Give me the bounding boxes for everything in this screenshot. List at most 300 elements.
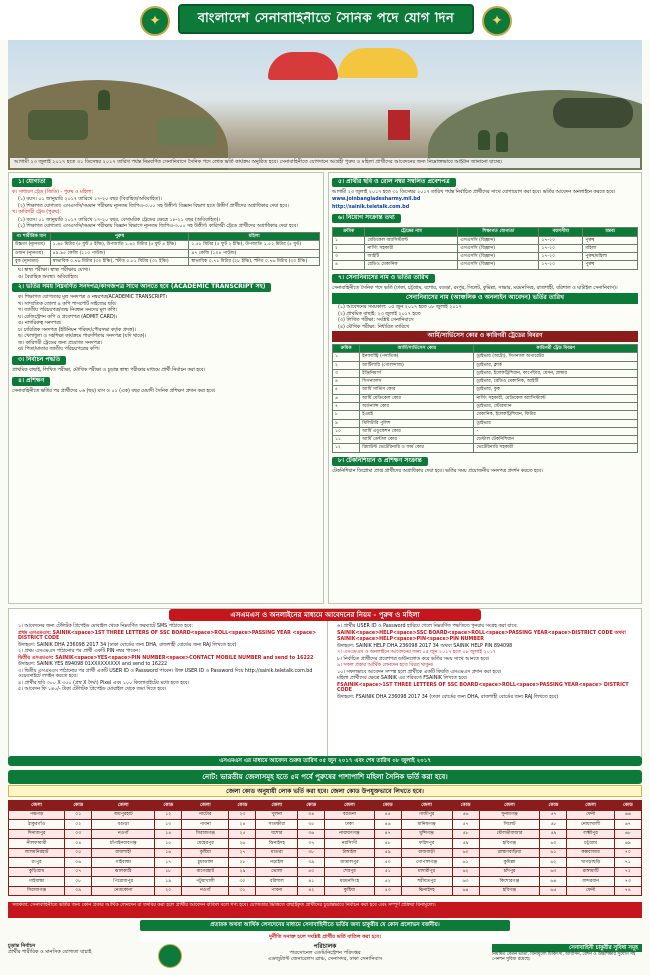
district-name: শরীয়তপুর	[401, 877, 452, 887]
table-cell: আর্মি সার্ভিস কোর	[360, 386, 474, 394]
trade-info-table	[332, 227, 638, 269]
list-item: ৯। সকল প্রকার আর্থিক লেনদেন হতে বিরত থাকুন।	[337, 663, 434, 669]
cantonment-text: সেনাবাহিনীতে সৈনিক পদে ভর্তি (ঢাকা, চট্টগ্রাম, যশোর, বগুড়া, রংপুর, সিলেট, কুমিল্লা, সাভার, ময়মনসিংহ, রাজশাহী, বরিশাল ও ঘাটাইল সেনানিবাস)।	[332, 285, 618, 291]
district-name: শেরপুর	[325, 867, 374, 877]
sms-format: প্রথম এসএমএস: SAINIK<space>1ST THREE LETTERS OF SSC BOARD<space>ROLL<space>PASSING YEAR <space> DISTRICT CODE	[18, 630, 317, 642]
district-code: ৪৬	[374, 820, 401, 830]
district-code: ২৮	[229, 858, 256, 868]
table-cell: মেডিকেল অ্যাসিস্ট্যান্ট	[365, 236, 458, 244]
district-note: জেলা কোড অনুযায়ী লোক ভর্তি করা হবে। জেলা কোড উপযুক্তভাবে লিখতে হবে।	[8, 785, 642, 797]
district-code: ৪৯	[374, 848, 401, 858]
table-cell: মেকানিক, ইলেকট্রিশিয়ান, ফিটার	[474, 411, 638, 419]
table-row	[333, 261, 638, 269]
section-training-heading: ৪। প্রশিক্ষণ	[12, 377, 50, 386]
table-cell: ৩	[333, 253, 365, 261]
table-row	[333, 419, 638, 427]
district-name: সিলেট	[479, 820, 540, 830]
table-cell: ১	[333, 353, 360, 361]
district-code: ৬২	[452, 867, 479, 877]
footer-left-title: চূড়ান্ত নির্বাচন	[8, 943, 36, 949]
table-row	[333, 444, 638, 452]
district-name: বান্দরবান	[567, 877, 614, 887]
district-name: গাইবান্ধা	[9, 877, 65, 887]
footer-center-line: এডজুট্যান্ট জেনারেলস ব্রাঞ্চ, সেনাসদর, ঢাকা সেনানিবাস	[267, 955, 383, 962]
table-cell: আর্টিলারি (গোলন্দাজ)	[360, 361, 474, 369]
district-code: ২৩	[229, 810, 256, 820]
website-link[interactable]: www.joinbangladesharmy.mil.bd	[332, 197, 421, 203]
list-item: (৪) মৌখিক পরীক্ষা: নির্ধারিত তারিখে	[338, 324, 409, 330]
district-code: ৬১	[452, 858, 479, 868]
district-name: পঞ্চগড়	[9, 810, 65, 820]
corps-trade-rows	[333, 353, 638, 452]
district-code: ৫৬	[452, 810, 479, 820]
table-row	[13, 241, 320, 249]
table-cell: উচ্চতা (ন্যূনতম)	[13, 241, 51, 249]
table-header: জেলা	[325, 801, 374, 811]
table-header: জেলা	[182, 801, 229, 811]
list-item: (২) প্রাথমিক বাছাই: ২৩ জুলাই ২০১৭ হতে	[338, 311, 421, 317]
district-name: জয়পুরহাট	[92, 810, 155, 820]
table-row	[9, 810, 642, 820]
table-header: পুরুষ	[50, 232, 189, 240]
district-code: ১৬	[155, 848, 182, 858]
district-code: ৫৭	[452, 820, 479, 830]
district-name: খুলনা	[256, 810, 298, 820]
district-name: পিরোজপুর	[92, 877, 155, 887]
table-header: জেলা	[401, 801, 452, 811]
table-header: কোড	[65, 801, 92, 811]
sms-format: দ্বিতীয় এসএমএস: SAINIK<space>YES<space>PIN NUMBER<space>CONTACT MOBILE NUMBER and send to 16222	[18, 655, 314, 661]
table-cell: ১.৬৫ মিটার (৫ ফুট ৫ ইঞ্চি), উপজাতি ১.৬২ মিটার (৫ ফুট ৪ ইঞ্চি)	[50, 241, 189, 249]
district-code: ৩৪	[298, 810, 325, 820]
table-cell: ড্রাইভার, কুক	[474, 386, 638, 394]
district-code: ০৫	[65, 848, 92, 858]
district-code: ৩১	[229, 886, 256, 896]
table-cell: আইটি	[365, 253, 458, 261]
table-row	[333, 353, 638, 361]
table-header: জেলা	[9, 801, 65, 811]
district-code: ৭১	[614, 858, 641, 868]
table-cell: মিলিটারি পুলিশ	[360, 419, 474, 427]
benefits-tag: সেনাবাহিনী চাকুরীর সুবিধা সমূহ	[492, 944, 642, 952]
district-code: ৩৮	[298, 848, 325, 858]
sms-example: উদাহরণ: SAINIK YES 894098 01XXXXXXXXX and send to 16222	[18, 662, 168, 668]
table-cell: এসএসসি (বিজ্ঞান)	[458, 261, 539, 269]
district-name: লালমনিরহাট	[9, 848, 65, 858]
list-item: ঙ। নাগরিকত্ব সনদপত্র।	[18, 321, 62, 327]
table-cell: ১	[333, 236, 365, 244]
district-code: ৬৩	[540, 867, 567, 877]
district-name: চুয়াডাঙ্গা	[182, 858, 229, 868]
district-name: নড়াইল	[256, 858, 298, 868]
list-item: ঝ। পিতা/মাতার জাতীয় পরিচয়পত্রের কপি।	[18, 347, 100, 353]
table-cell: ৪	[333, 261, 365, 269]
district-code: ৫৩	[374, 886, 401, 896]
district-code: ১৫	[155, 839, 182, 849]
table-header: ক্রমিক	[333, 344, 360, 352]
district-name: হবিগঞ্জ	[479, 886, 540, 896]
table-row	[9, 829, 642, 839]
table-cell: ৪৭ কেজি (১০৪ পাউন্ড)	[189, 249, 320, 257]
district-code: ১৮	[155, 867, 182, 877]
district-code: ৩৫	[298, 820, 325, 830]
parachute-1	[268, 52, 338, 80]
district-code: ৬২	[540, 858, 567, 868]
flag	[388, 110, 410, 140]
district-code-rows	[9, 801, 642, 896]
district-code: ৫০	[374, 858, 401, 868]
section-selection-heading: ৩। নির্বাচন পদ্ধতি	[12, 356, 66, 365]
table-cell: ভেটেরিনারি সহকারী	[474, 444, 638, 452]
district-code: ৬৮	[614, 829, 641, 839]
table-cell: সিগন্যালস	[360, 378, 474, 386]
table-cell: ড্রাইভার, স্টোরম্যান	[474, 402, 638, 410]
district-code: ১৩	[155, 820, 182, 830]
district-name: লক্ষ্মীপুর	[567, 829, 614, 839]
physical-standard-table	[12, 232, 320, 266]
table-row	[333, 361, 638, 369]
district-name: নেত্রকোনা	[92, 886, 155, 896]
table-cell: ১৭-২০	[539, 261, 583, 269]
sms-example: উদাহরণ: SAINIK HELP DHA 236098 2017 34 অথবা SAINIK HELP PIN 894098	[337, 643, 513, 649]
district-code: ২৭	[229, 848, 256, 858]
table-cell: ২	[333, 244, 365, 252]
district-code: ৫৭	[540, 810, 567, 820]
cantonment-bar: সেনানিবাসের নাম (আঞ্চলিক ও অনলাইন আবেদন) ভর্তির তারিখ	[332, 293, 638, 304]
district-code: ৬৫	[540, 886, 567, 896]
district-code: ৪০	[298, 867, 325, 877]
list-item: ঘ। রেজিস্ট্রেশন কপি ও প্রবেশপত্র (ADMIT CARD)।	[18, 314, 118, 320]
district-code: ৪৭	[374, 829, 401, 839]
table-cell: মহিলা	[583, 244, 638, 252]
sms-format: SAINIK<space>HELP<space>PIN<space>PIN NUMBER	[337, 637, 484, 643]
table-header: আর্মি/সার্ভিসেস কোর	[360, 344, 474, 352]
table-row	[333, 427, 638, 435]
district-name: রাজবাড়ী	[401, 848, 452, 858]
district-code: ১৭	[155, 858, 182, 868]
table-cell: ইনফ্যান্ট্রি (পদাতিক)	[360, 353, 474, 361]
district-name: কুষ্টিয়া	[182, 848, 229, 858]
district-name: চাঁদপুর	[479, 867, 540, 877]
table-header: কোড	[540, 801, 567, 811]
district-code: ৬০	[540, 839, 567, 849]
table-cell: ১.৫৮ মিটার (৫ ফুট ২ ইঞ্চি), উপজাতি ১.৫২ মিটার (৫ ফুট)	[189, 241, 320, 249]
table-cell: রেডিও মেকানিক	[365, 261, 458, 269]
table-header: গ। শারীরিক মান	[13, 232, 51, 240]
sms-format: FSAINIK<space>1ST THREE LETTERS OF SSC BOARD<space>ROLL<space>PASSING YEAR<space> DISTRICT CODE	[337, 682, 629, 694]
district-name: মাদারীপুর	[401, 867, 452, 877]
district-name: ফেনী	[567, 810, 614, 820]
district-name: চাঁপাইনবাবগঞ্জ	[92, 839, 155, 849]
district-name: নওগাঁ	[92, 829, 155, 839]
district-name: পাবনা	[182, 820, 229, 830]
table-cell: ২	[333, 361, 360, 369]
table-cell: অর্ডন্যান্স কোর	[360, 402, 474, 410]
district-code: ৩৯	[298, 858, 325, 868]
table-row	[333, 244, 638, 252]
page-title: বাংলাদেশ সেনাবাহিনীতে সৈনিক পদে যোগ দিন	[197, 12, 455, 26]
section-cantonment-heading: ৭। সেনানিবাসের নাম ও ভর্তির তারিখ	[332, 274, 435, 283]
list-item: ৮। নির্বাচিত প্রার্থীদের প্রবেশপত্র ডাউনলোড করে ভর্তির সময় সাথে আনতে হবে।	[337, 656, 490, 662]
table-row	[9, 877, 642, 887]
header	[0, 0, 650, 40]
table-cell: ৮	[333, 411, 360, 419]
list-item: (১) আবেদনের সময়কাল: ০৫ জুন ২০১৭ হতে ০৮ জুলাই ২০১৭	[338, 305, 462, 311]
table-cell: ১৭-২০	[539, 244, 583, 252]
district-code: ৪২	[298, 886, 325, 896]
footer	[8, 944, 642, 972]
district-name: বরিশাল	[256, 877, 298, 887]
table-cell: রিমাউন্ট ভেটেরিনারি ও ফার্ম কোর	[360, 444, 474, 452]
table-header: জেলা	[256, 801, 298, 811]
table-cell: নার্সিং সহকারী, মেডিকেল অ্যাসিস্ট্যান্ট	[474, 394, 638, 402]
district-name: কুড়িগ্রাম	[9, 867, 65, 877]
district-name: ভোলা	[256, 867, 298, 877]
table-cell: এসএসসি (বিজ্ঞান)	[458, 244, 539, 252]
table-cell: এসএসসি (বিজ্ঞান)	[458, 236, 539, 244]
admit-card-text: আগামী ২৩ জুলাই ২০১৭ হতে ৩১ ডিসেম্বর ২০১৭ তারিখ পর্যন্ত নির্বাচিত প্রার্থীদের সাথে যোগাযোগ করা হবে। ভর্তির আবেদন অনলাইনে করতে হবে।	[332, 189, 616, 195]
soldier-figure	[98, 90, 110, 110]
district-name: খাগড়াছড়ি	[567, 858, 614, 868]
technician-text: টেকনিশিয়ান ডিপ্লোমা প্রাপ্ত প্রার্থীদের অগ্রাধিকার দেয়া হবে। ভর্তির সময় প্রয়োজনীয় সনদপত্র প্রদর্শন করতে হবে।	[332, 468, 543, 474]
army-emblem-left-icon: ✦	[140, 6, 170, 36]
district-code: ২০	[155, 886, 182, 896]
table-row	[333, 253, 638, 261]
district-name: নরসিংদী	[325, 839, 374, 849]
corps-trade-table	[332, 344, 638, 453]
table-cell: ৭	[333, 402, 360, 410]
left-column	[8, 172, 324, 604]
table-cell: ১১	[333, 436, 360, 444]
district-code: ৬৬	[614, 810, 641, 820]
district-name: ময়মনসিংহ	[325, 877, 374, 887]
district-code: ২৫	[229, 829, 256, 839]
list-item: (৩) লিখিত পরীক্ষা: সংশ্লিষ্ট সেনানিবাসে	[338, 318, 414, 324]
district-name: মাগুরা	[256, 848, 298, 858]
table-cell: এসএসসি (বিজ্ঞান)	[458, 253, 539, 261]
table-row	[9, 820, 642, 830]
district-name: কিশোরগঞ্জ	[479, 877, 540, 887]
district-name: ঝালকাঠি	[92, 867, 155, 877]
table-row	[9, 867, 642, 877]
district-code: ৫৯	[540, 829, 567, 839]
right-column	[328, 172, 642, 604]
technical-trade-age: (১) বয়স। ০১ জানুয়ারি ২০১৭ তারিখে ১৭-২০ বছর, বেসামরিক ট্রেডের ক্ষেত্রে ১৮-২১ বছর (অবিবাহিত)।	[18, 217, 221, 223]
table-header: কোড	[614, 801, 641, 811]
table-row	[333, 411, 638, 419]
soldier-figure	[496, 132, 508, 152]
district-code: ৩৭	[298, 839, 325, 849]
district-name: নোয়াখালী	[567, 820, 614, 830]
table-header: জেলা	[92, 801, 155, 811]
table-cell: ওজন (ন্যূনতম)	[13, 249, 51, 257]
district-name: দিনাজপুর	[9, 829, 65, 839]
technical-trade-heading: খ। কারিগরী ট্রেড (পুরুষ):	[12, 210, 62, 216]
application-right	[327, 621, 641, 763]
district-code: ৫৮	[540, 820, 567, 830]
list-item: ৪। প্রার্থীর ছবি ৩০০ X ৩০০ (প্রস্থ X দৈর্ঘ্য) Pixel এবং ১০০ কিলোবাইটের মধ্যে হতে হবে।	[18, 680, 190, 686]
table-cell: ড্রাইভার	[474, 419, 638, 427]
district-code: ১৯	[155, 877, 182, 887]
section-admit-card-heading: ৫। প্রার্থীর ছবি ও রোল নম্বর সম্বলিত প্রবেশপত্র	[332, 178, 456, 187]
application-procedure	[8, 608, 642, 763]
table-cell: ১৭-২০	[539, 236, 583, 244]
district-name: রাঙ্গামাটি	[567, 867, 614, 877]
district-code: ০৭	[65, 867, 92, 877]
district-code: ৫৮	[452, 829, 479, 839]
district-code: ৬০	[452, 848, 479, 858]
table-row	[333, 378, 638, 386]
section-documents-heading: ২। ভর্তির সময় নিম্নবর্ণিত সনদপত্র/কাগজপত্র সাথে আনতে হবে (ACADEMIC TRANSCRIPT সহ)	[12, 283, 271, 292]
district-name: পাবনা	[256, 886, 298, 896]
table-row	[9, 848, 642, 858]
sms-example: উদাহরণ: SAINIK DHA 236098 2017 34 (ঢাকা বোর্ডের জন্য DHA, রাজশাহী বোর্ডের জন্য RAJ লিখতে হবে)	[18, 642, 237, 648]
list-item: ৬। প্রার্থীর USER ID ও Password হারিয়ে গেলে নিম্নবর্ণিত পদ্ধতিতে পুনরায় সংগ্রহ করা যাবে:	[337, 624, 518, 629]
table-cell: ১২	[333, 444, 360, 452]
table-header: কোড	[298, 801, 325, 811]
army-logo-icon	[158, 944, 182, 968]
table-cell: পুরুষ/মহিলা	[583, 253, 638, 261]
district-name: সুনামগঞ্জ	[479, 810, 540, 820]
selection-text: প্রাথমিক বাছাই, লিখিত পরীক্ষা, মৌখিক পরীক্ষা ও চূড়ান্ত স্বাস্থ্য পরীক্ষার মাধ্যমে প্রার্থী নির্বাচন করা হবে।	[12, 367, 206, 373]
table-cell: পুরুষ	[583, 236, 638, 244]
sms-example: উদাহরণ: FSAINIK DHA 236098 2017 34 (ঢাকা বোর্ডের জন্য DHA, রাজশাহী বোর্ডের জন্য RAJ লিখতে হবে)	[337, 694, 559, 700]
district-code: ০৯	[65, 886, 92, 896]
table-cell: আর্মি এডুকেশন কোর	[360, 427, 474, 435]
district-code: ৭৩	[614, 877, 641, 887]
fraud-warning: প্রতারক অথবা আর্থিক লেনদেনের মাধ্যমে সেনাবাহিনীতে ভর্তির জন্য চাকুরীর যে কোন প্রলোভন বর্জনীয়।	[140, 920, 510, 931]
army-emblem-right-icon: ✦	[482, 6, 512, 36]
table-row	[333, 386, 638, 394]
district-banner: নোট: ভারতীয় জেলাসমূহ হতে ৫ম পর্বে পুরুষের পাশাপাশি মহিলা সৈনিক ভর্তি করা হবে।	[8, 770, 642, 784]
table-cell: ১৭-২০	[539, 253, 583, 261]
table-cell: আর্মি ডেন্টাল কোর	[360, 436, 474, 444]
table-header: কোড	[155, 801, 182, 811]
district-name: পটুয়াখালী	[182, 877, 229, 887]
section-recruitment-info-heading: ৬। নিয়োগ সংক্রান্ত তথ্য	[332, 214, 401, 223]
table-header: শিক্ষাগত যোগ্যতা	[458, 228, 539, 236]
district-code: ৬৪	[540, 877, 567, 887]
soldier-figure	[478, 130, 490, 150]
table-row	[13, 249, 320, 257]
district-name: ঝিনাইদহ	[401, 886, 452, 896]
list-item: চ। চারিত্রিক সনদপত্র (ইউনিয়ন পরিষদ/পৌরসভা কর্তৃক প্রদত্ত)।	[18, 327, 136, 333]
table-cell: ৬	[333, 394, 360, 402]
footer-left	[8, 944, 168, 956]
table-row	[333, 369, 638, 377]
district-name: সিরাজগঞ্জ	[182, 829, 229, 839]
teletalk-link[interactable]: http://sainik.teletalk.com.bd	[332, 204, 410, 210]
district-code: ৫৯	[452, 839, 479, 849]
list-item: জ। কারিগরী ট্রেডের জন্য প্রযোজ্য সনদপত্র।	[18, 340, 102, 346]
district-code: ৩৬	[298, 829, 325, 839]
technical-trade-education: (২) শিক্ষাগত যোগ্যতা। এসএসসি/সমমান পরীক্ষায় বিজ্ঞান বিভাগে ন্যূনতম জিপিএ-৩.০০ সহ উত্তীর্ণ। কারিগরী ট্রেডে প্রার্থীদের অগ্রাধিকার দেয়া হবে।	[18, 224, 298, 230]
general-trade-heading: ক। সাধারণ ট্রেড (জিডি) - পুরুষ ও মহিলা:	[12, 189, 94, 195]
table-header: বয়সসীমা	[539, 228, 583, 236]
district-code: ৭৪	[614, 886, 641, 896]
district-name: কক্সবাজার	[567, 848, 614, 858]
table-cell: ড্রাইভার, রেডিও মেকানিক, আইটি	[474, 378, 638, 386]
table-row	[9, 858, 642, 868]
district-name: জামালপুর	[325, 858, 374, 868]
table-header: মন্তব্য	[583, 228, 638, 236]
district-code: ২৯	[229, 867, 256, 877]
list-item: ৭। এসএমএস ও অনলাইনে আবেদনের জন্য ০৫ জুন ২০১৭ হতে ০৮ জুলাই ২০১৭	[337, 650, 496, 656]
district-code-table-wrap	[8, 800, 642, 896]
training-text: সেনাবাহিনীতে ভর্তির পর প্রার্থীদের ০৬ (ছয়) মাস ও ০১ (এক) বছর মেয়াদী সৈনিক প্রশিক্ষণ প্রদান করা হবে।	[12, 388, 216, 394]
district-name: ফরিদপুর	[401, 839, 452, 849]
district-code: ৪৫	[374, 810, 401, 820]
section-technician-heading: ৮। টেকনিশিয়ান ও প্রশিক্ষণ সংক্রান্ত	[332, 457, 428, 466]
corruption-warning: দুর্নীতি সনাক্ত হলে সংশ্লিষ্ট প্রার্থীর ভর্তি বাতিল করা হবে।	[140, 933, 510, 942]
table-header: কারিগরী ট্রেড বিবরণ	[474, 344, 638, 352]
armored-vehicle-1	[28, 110, 88, 140]
table-cell: ড্রাইভার (অটো), সিগন্যাল অপারেটর	[474, 353, 638, 361]
district-name: গাইবান্ধা	[92, 858, 155, 868]
footer-benefits	[492, 944, 642, 962]
district-code: ৪৮	[374, 839, 401, 849]
district-name: ঢাকা	[325, 820, 374, 830]
table-row	[333, 394, 638, 402]
list-item: মহিলা প্রার্থীদের ক্ষেত্রে SAINIK এর পরিবর্তে FSAINIK লিখতে হবে।	[337, 676, 468, 682]
district-name: মেহেরপুর	[182, 839, 229, 849]
list-item: ১। আবেদনের জন্য টেলিটক প্রিপেইড মোবাইল থেকে নিম্নবর্ণিত ফরম্যাটে SMS পাঠাতে হবে:	[18, 624, 194, 629]
district-code: ৬৪	[452, 886, 479, 896]
district-code: ৭০	[614, 848, 641, 858]
table-cell: ৩	[333, 369, 360, 377]
district-name: হবিগঞ্জ	[479, 839, 540, 849]
table-cell: ড্রাইভার, ইলেকট্রিশিয়ান, কার্পেন্টার, মেসন, প্লাম্বার	[474, 369, 638, 377]
table-cell: ৯	[333, 419, 360, 427]
district-name: মুন্সিগঞ্জ	[401, 829, 452, 839]
parachute-2	[338, 48, 418, 78]
table-cell: নার্সিং সহকারী	[365, 244, 458, 252]
district-name: ফেনী	[567, 886, 614, 896]
section-eligibility-heading: ১। যোগ্যতা	[12, 178, 52, 187]
list-item: খ। সাম্প্রতিক তোলা ৪ কপি পাসপোর্ট সাইজের ছবি।	[18, 301, 117, 307]
district-code: ৫১	[374, 867, 401, 877]
general-trade-age: (১) বয়স। ০১ জানুয়ারি ২০১৭ তারিখে ১৭-২০ বছর (বিবাহিত/অবিবাহিত)।	[18, 197, 162, 203]
helicopter	[553, 98, 633, 128]
table-cell: ইএমই	[360, 411, 474, 419]
benefits-text: নিয়মিত বেতন ভাতা, বিনামূল্যে চিকিৎসা, আবাসন, রেশন ও উচ্চশিক্ষার সুযোগ সহ পেনশন সুবিধা রয়েছে।	[492, 952, 636, 963]
district-code: ৪১	[298, 877, 325, 887]
district-code: ৬৩	[452, 877, 479, 887]
district-name: ঠাকুরগাঁও	[9, 820, 65, 830]
table-cell: ড্রাইভার, ক্লার্ক	[474, 361, 638, 369]
warning-banner: সতর্কতা: সেনাবাহিনীতে ভর্তির জন্য কোন প্রকার আর্থিক লেনদেন বা তদবির করা হলে প্রার্থীর আবেদন বাতিল বলে গণ্য হবে। যোগ্যতার ভিত্তিতে বাছাইকৃত প্রার্থীদের চূড়ান্তভাবে নির্বাচন করা হবে এবং সম্পূর্ণ প্রক্রিয়া বিনামূল্যে।	[8, 902, 642, 918]
table-header: কোড	[374, 801, 401, 811]
table-header: ক্রমিক	[333, 228, 365, 236]
district-code: ৩০	[229, 877, 256, 887]
district-name: সাতক্ষীরা	[256, 820, 298, 830]
list-item: ৫। আবেদন ফি ১৪০/- টাকা টেলিটক প্রিপেইড মোবাইল থেকে জমা দিতে হবে।	[18, 687, 167, 693]
district-code: ০৪	[65, 839, 92, 849]
marital-status-note: ঙ। বৈবাহিক অবস্থা। অবিবাহিত।	[18, 274, 79, 280]
district-name: ব্রাহ্মণবাড়িয়া	[479, 848, 540, 858]
district-name: ঝিনাইদহ	[256, 839, 298, 849]
district-code: ০২	[65, 820, 92, 830]
district-code: ২৪	[229, 820, 256, 830]
table-cell: ৪৯.৯৫ কেজি (১১০ পাউন্ড)	[50, 249, 189, 257]
table-cell: ডেন্টাল টেকনিশিয়ান	[474, 436, 638, 444]
table-cell: পুরুষ	[583, 261, 638, 269]
district-code: ৫২	[374, 877, 401, 887]
list-item: ১০। সফলভাবে আবেদন সম্পন্ন হলে প্রার্থীকে একটি ফিরতি এসএমএস প্রদান করা হবে।	[337, 669, 502, 675]
district-code-table	[8, 800, 642, 896]
health-note: ঘ। স্বাস্থ্য পরীক্ষা। স্বাস্থ্য পরীক্ষায় যোগ্য।	[18, 268, 91, 274]
table-cell: -	[474, 427, 638, 435]
